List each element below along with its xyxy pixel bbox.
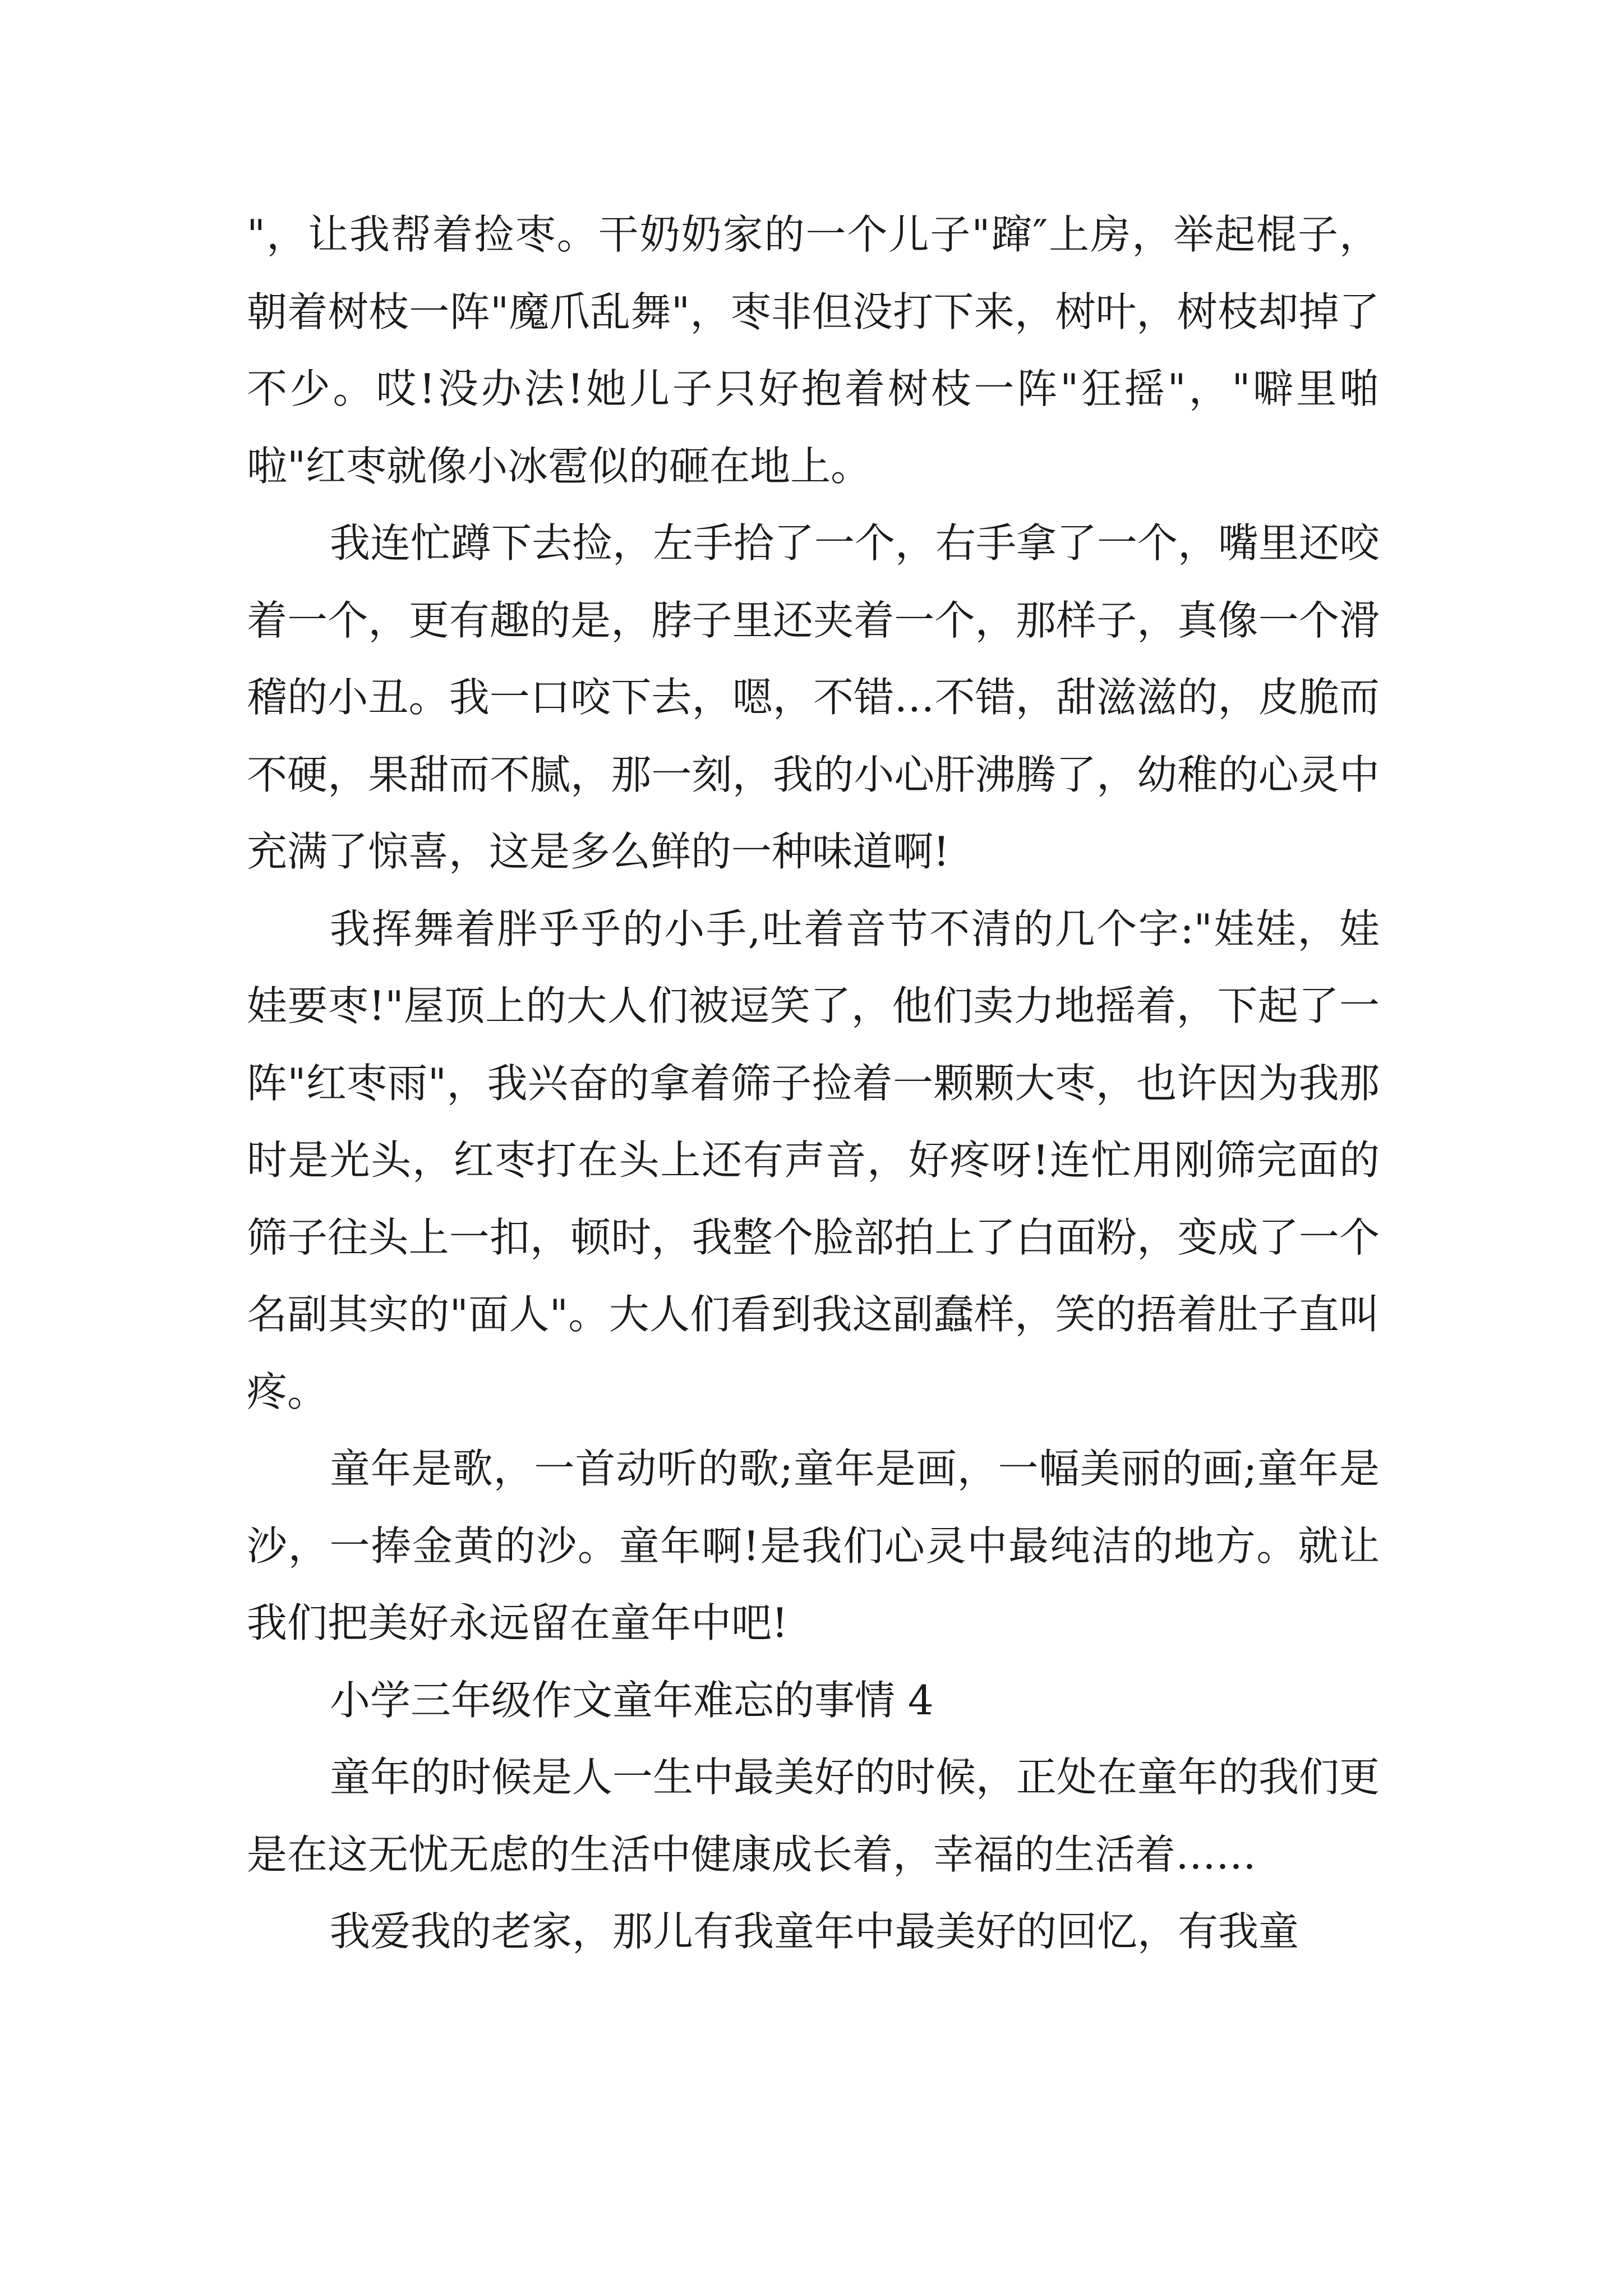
section-title: 小学三年级作文童年难忘的事情 4 [330, 1676, 934, 1724]
paragraph-jujube-shaking: "，让我帮着捡枣。干奶奶家的一个儿子"蹿″上房，举起棍子，朝着树枝一阵"魔爪乱舞"，枣非但没打下来，树叶，树枝却掉了不少。哎!没办法!她儿子只好抱着树枝一阵"狂摇"，"噼里啪啦"红枣就像小冰雹似的砸在地上。 [247, 211, 1380, 490]
paragraph-happy-childhood: 童年的时候是人一生中最美好的时候，正处在童年的我们更是在这无忧无虑的生活中健康成长着，幸福的生活着…… [247, 1754, 1380, 1878]
paragraph-childhood-is-song: 童年是歌，一首动听的歌;童年是画，一幅美丽的画;童年是沙，一捧金黄的沙。童年啊!是我们心灵中最纯洁的地方。就让我们把美好永远留在童年中吧! [247, 1445, 1380, 1646]
paragraph-picking-jujubes: 我连忙蹲下去捡，左手拾了一个，右手拿了一个，嘴里还咬着一个，更有趣的是，脖子里还夹着一个，那样子，真像一个滑稽的小丑。我一口咬下去，嗯，不错…不错，甜滋滋的，皮脆而不硬，果甜而不腻，那一刻，我的小心肝沸腾了，幼稚的心灵中充满了惊喜，这是多么鲜的一种味道啊! [247, 519, 1380, 875]
paragraph-jujube-rain: 我挥舞着胖乎乎的小手,吐着音节不清的几个字:"娃娃，娃娃要枣!"屋顶上的大人们被逗笑了，他们卖力地摇着，下起了一阵"红枣雨"，我兴奋的拿着筛子捡着一颗颗大枣，也许因为我那时是光头，红枣打在头上还有声音，好疼呀!连忙用刚筛完面的筛子往头上一扣，顿时，我整个脸部拍上了白面粉，变成了一个名副其实的"面人"。大人们看到我这副蠢样，笑的捂着肚子直叫疼。 [247, 905, 1380, 1415]
paragraph-hometown: 我爱我的老家，那儿有我童年中最美好的回忆，有我童 [330, 1908, 1299, 1955]
document-body [247, 196, 1380, 1971]
